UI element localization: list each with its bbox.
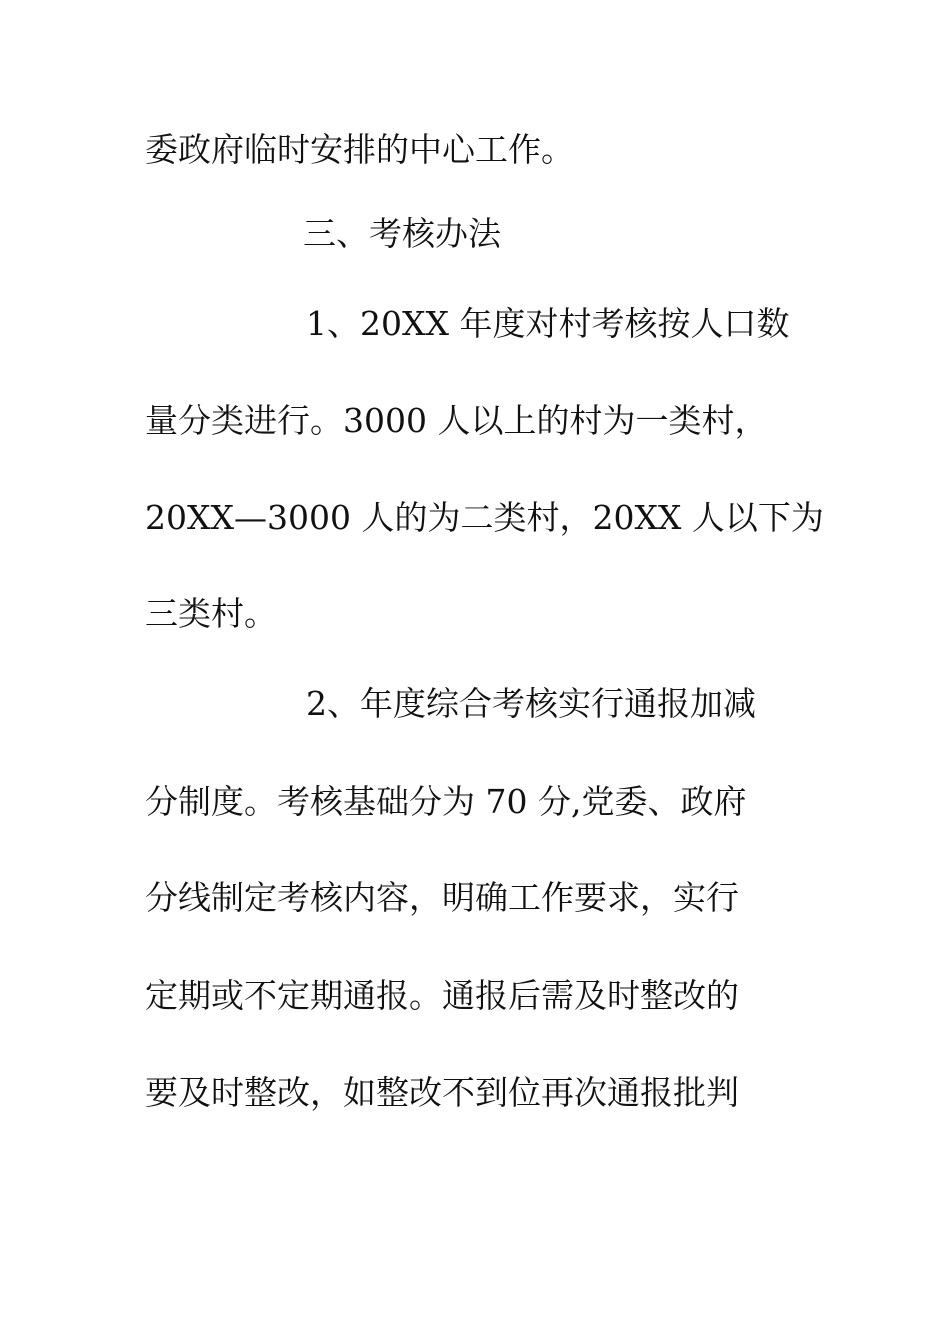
paragraph-line: 量分类进行。3000 人以上的村为一类村，: [145, 401, 768, 440]
paragraph-line: 三类村。: [145, 594, 277, 633]
paragraph-line: 2、年度综合考核实行通报加减: [306, 684, 756, 723]
paragraph-line: 定期或不定期通报。通报后需及时整改的: [145, 976, 739, 1015]
paragraph-line: 20XX—3000 人的为二类村，20XX 人以下为: [145, 498, 824, 537]
paragraph-line: 分线制定考核内容，明确工作要求，实行: [145, 878, 739, 917]
section-heading: 三、考核办法: [303, 214, 501, 253]
paragraph-line: 要及时整改，如整改不到位再次通报批判: [145, 1073, 739, 1112]
paragraph-line: 分制度。考核基础分为 70 分,党委、政府: [145, 782, 747, 821]
paragraph-line: 1、20XX 年度对村考核按人口数: [306, 304, 790, 343]
paragraph-line: 委政府临时安排的中心工作。: [145, 130, 574, 169]
